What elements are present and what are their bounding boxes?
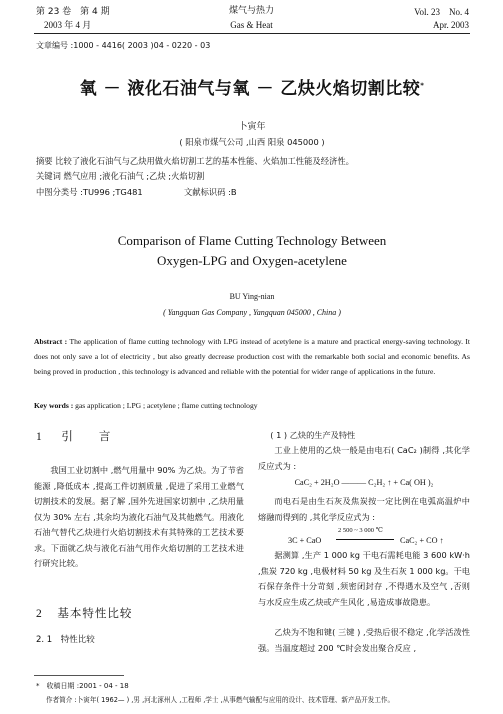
title-en-line2: Oxygen-LPG and Oxygen-acetylene <box>157 253 347 268</box>
section-1-title: 引 言 <box>61 429 112 443</box>
journal-date-en: Apr. 2003 <box>433 20 469 30</box>
section-2-title: 基本特性比较 <box>57 606 133 620</box>
keywords-en: Key words : gas application ; LPG ; acetylene ; flame cutting technology <box>34 401 258 410</box>
section-1-paragraph: 我国工业切割中 ,燃气用量中 90% 为乙炔。为了节省能源 ,降低成本 ,提高工件切割质量 ,促进了采用工业燃气切割技术的发展。据了解 ,国外先进国家切割中 ,乙炔用量仅为 30% 左右 ,其余均为液化石油气及其他燃气。用液化石油气替代乙炔进行火焰切割技术有其特殊的工艺技术要求。下面就乙炔与液化石油气用作火焰切割的工艺技术进行研究比较。 <box>34 465 244 568</box>
equation-2-arrow <box>336 539 394 540</box>
title-en-line1: Comparison of Flame Cutting Technology Between <box>117 233 387 248</box>
right-paragraph-3: 据测算 ,生产 1 000 kg 干电石需耗电能 3 600 kW·h ,焦炭 720 kg ,电极材料 50 kg 及生石灰 1 000 kg。干电石保存条件十分苛刻 ,须密闭封存 ,不得遇水及空气 ,否则与水反应生成乙炔或产生风化 ,易造成事故隐患。 <box>258 550 470 607</box>
affiliation-en: ( Yangquan Gas Company , Yangquan 045000 , China ) <box>163 308 341 317</box>
header-rule <box>34 33 470 34</box>
right-paragraph-2: 而电石是由生石灰及焦炭按一定比例在电弧高温炉中熔融而得到的 ,其化学反应式为 : <box>258 496 470 522</box>
journal-name-en: Gas & Heat <box>230 20 273 30</box>
abstract-en: Abstract : The application of flame cutting technology with LPG instead of acetylene is a mature and practical energy-saving technology. It does not only save a lot of electricity , but also greatly decrease production cost with the remarkable both social and economic benefits. As being proved in production , this technology is advanced and reliable with the potential for wider range of applications in the future. <box>34 337 471 376</box>
journal-volume-en: Vol. 23 No. 4 <box>414 7 469 17</box>
document-code: 文献标识码 :B <box>184 187 237 197</box>
equation-2-condition: 2 500 ~ 3 000 ℃ <box>338 527 383 534</box>
right-paragraph-1: 工业上使用的乙炔一般是由电石( CaC₂ )制得 ,其化学反应式为 : <box>258 445 470 471</box>
equation-1: CaC₂ + 2H₂O ——— C₂H₂ ↑ + Ca( OH )₂ <box>294 478 434 487</box>
section-1-number: 1 <box>36 431 43 443</box>
section-2-heading <box>36 605 132 621</box>
abstract-cn: 摘要 比较了液化石油气与乙炔用做火焰切割工艺的基本性能、火焰加工性能及经济性。 <box>36 156 354 166</box>
equation-2 <box>258 526 470 548</box>
section-1-heading <box>36 428 111 444</box>
title-footnote-mark: * <box>420 81 425 90</box>
abstract-en-label: Abstract : <box>34 337 68 346</box>
journal-name: 煤气与热力 <box>228 6 274 16</box>
section-2-number: 2 <box>36 608 43 620</box>
author-en: BU Ying-nian <box>229 292 275 301</box>
journal-volume: 第 23 卷 第 4 期 <box>36 7 110 17</box>
article-id: 文章编号 :1000 - 4416( 2003 )04 - 0220 - 03 <box>36 41 211 50</box>
author-cn: 卜寅年 <box>238 122 266 132</box>
keywords-en-label: Key words : <box>34 401 74 410</box>
equation-2-right: CaC₂ + CO ↑ <box>400 536 444 545</box>
footnote-author-bio: 作者简介 :卜寅年( 1962— ) ,男 ,河北涿州人 ,工程师 ,学士 ,从事燃气输配与应用的设计、技术管理、新产品开发工作。 <box>46 696 395 704</box>
equation-2-left: 3C + CaO <box>288 536 322 545</box>
right-paragraph-4: 乙炔为不饱和键( 三键 ) ,受热后很不稳定 ,化学活泼性强。当温度超过 200 ℃时会发出聚合反应 , <box>258 627 470 653</box>
footnote-rule <box>34 675 124 676</box>
clc-number: 中图分类号 :TU996 ;TG481 <box>36 187 143 197</box>
keywords-cn: 关键词 燃气应用 ;液化石油气 ;乙炔 ;火焰切割 <box>36 171 205 181</box>
affiliation-cn: ( 阳泉市煤气公司 ,山西 阳泉 045000 ) <box>179 137 325 147</box>
footnote-received: * 收稿日期 :2001 - 04 - 18 <box>36 682 129 690</box>
subsection-2-1: 2. 1 特性比较 <box>36 635 95 645</box>
title-cn: 氧 － 液化石油气与氧 － 乙炔火焰切割比较* <box>79 79 425 99</box>
right-subheading: ( 1 ) 乙炔的生产及特性 <box>270 430 356 440</box>
journal-date: 2003 年 4 月 <box>44 20 92 30</box>
